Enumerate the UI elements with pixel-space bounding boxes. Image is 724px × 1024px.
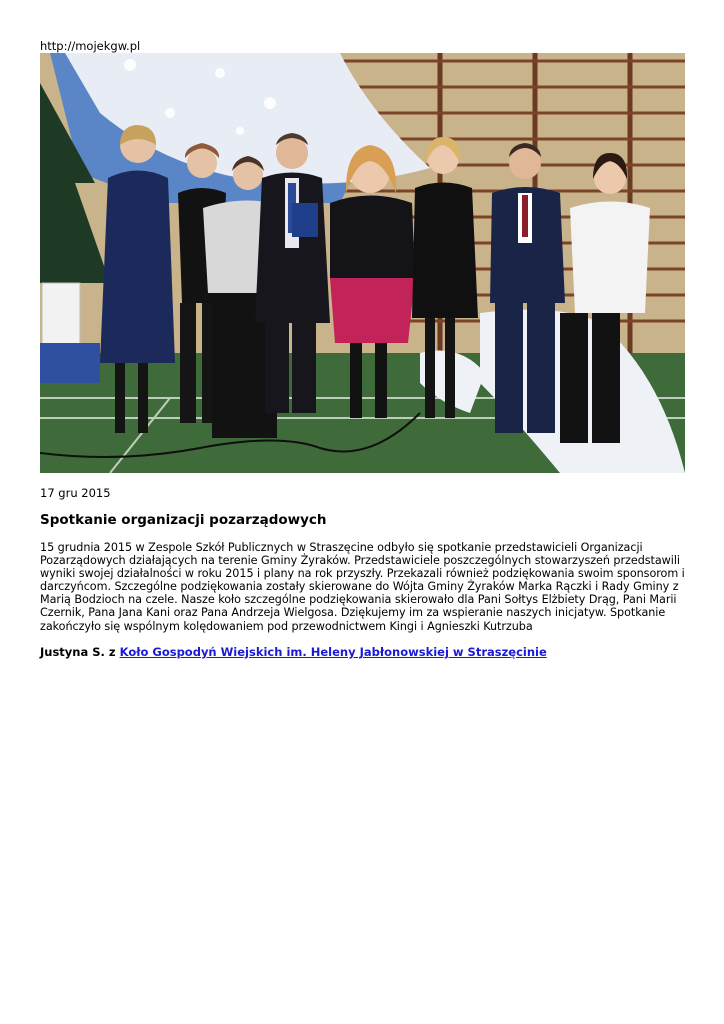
organization-link[interactable]: Koło Gospodyń Wiejskich im. Heleny Jabłonowskiej w Straszęcinie	[119, 645, 547, 659]
author-prefix: Justyna S. z	[40, 645, 120, 659]
article-title: Spotkanie organizacji pozarządowych	[40, 512, 327, 528]
source-url: http://mojekgw.pl	[40, 39, 141, 53]
group-photo	[40, 53, 685, 473]
post-date: 17 gru 2015	[40, 486, 111, 500]
author-line	[40, 645, 547, 659]
article-body: 15 grudnia 2015 w Zespole Szkół Publicznych w Straszęcine odbyło się spotkanie przedstawicieli Organizacji Pozarządowych działających na terenie Gminy Żyraków. Przedstawiciele poszczególnych stowarzyszeń przedstawili wyniki swojej działalności w roku 2015 i plany na rok przyszły. Przekazali również podziękowania swoim sponsorom i darczyńcom. Szczególne podziękowania zostały skierowane do Wójta Gminy Żyraków Marka Rączki i Rady Gminy z Marią Bodzioch na czele. Nasze koło szczególne podziękowania skierowało dla Pani Sołtys Elżbiety Drąg, Pani Marii Czernik, Pana Jana Kani oraz Pana Andrzeja Wielgosa. Dziękujemy im za wspieranie naszych inicjatyw. Spotkanie zakończyło się wspólnym kolędowaniem pod przewodnictwem Kingi i Agnieszki Kutrzuba	[40, 541, 685, 633]
